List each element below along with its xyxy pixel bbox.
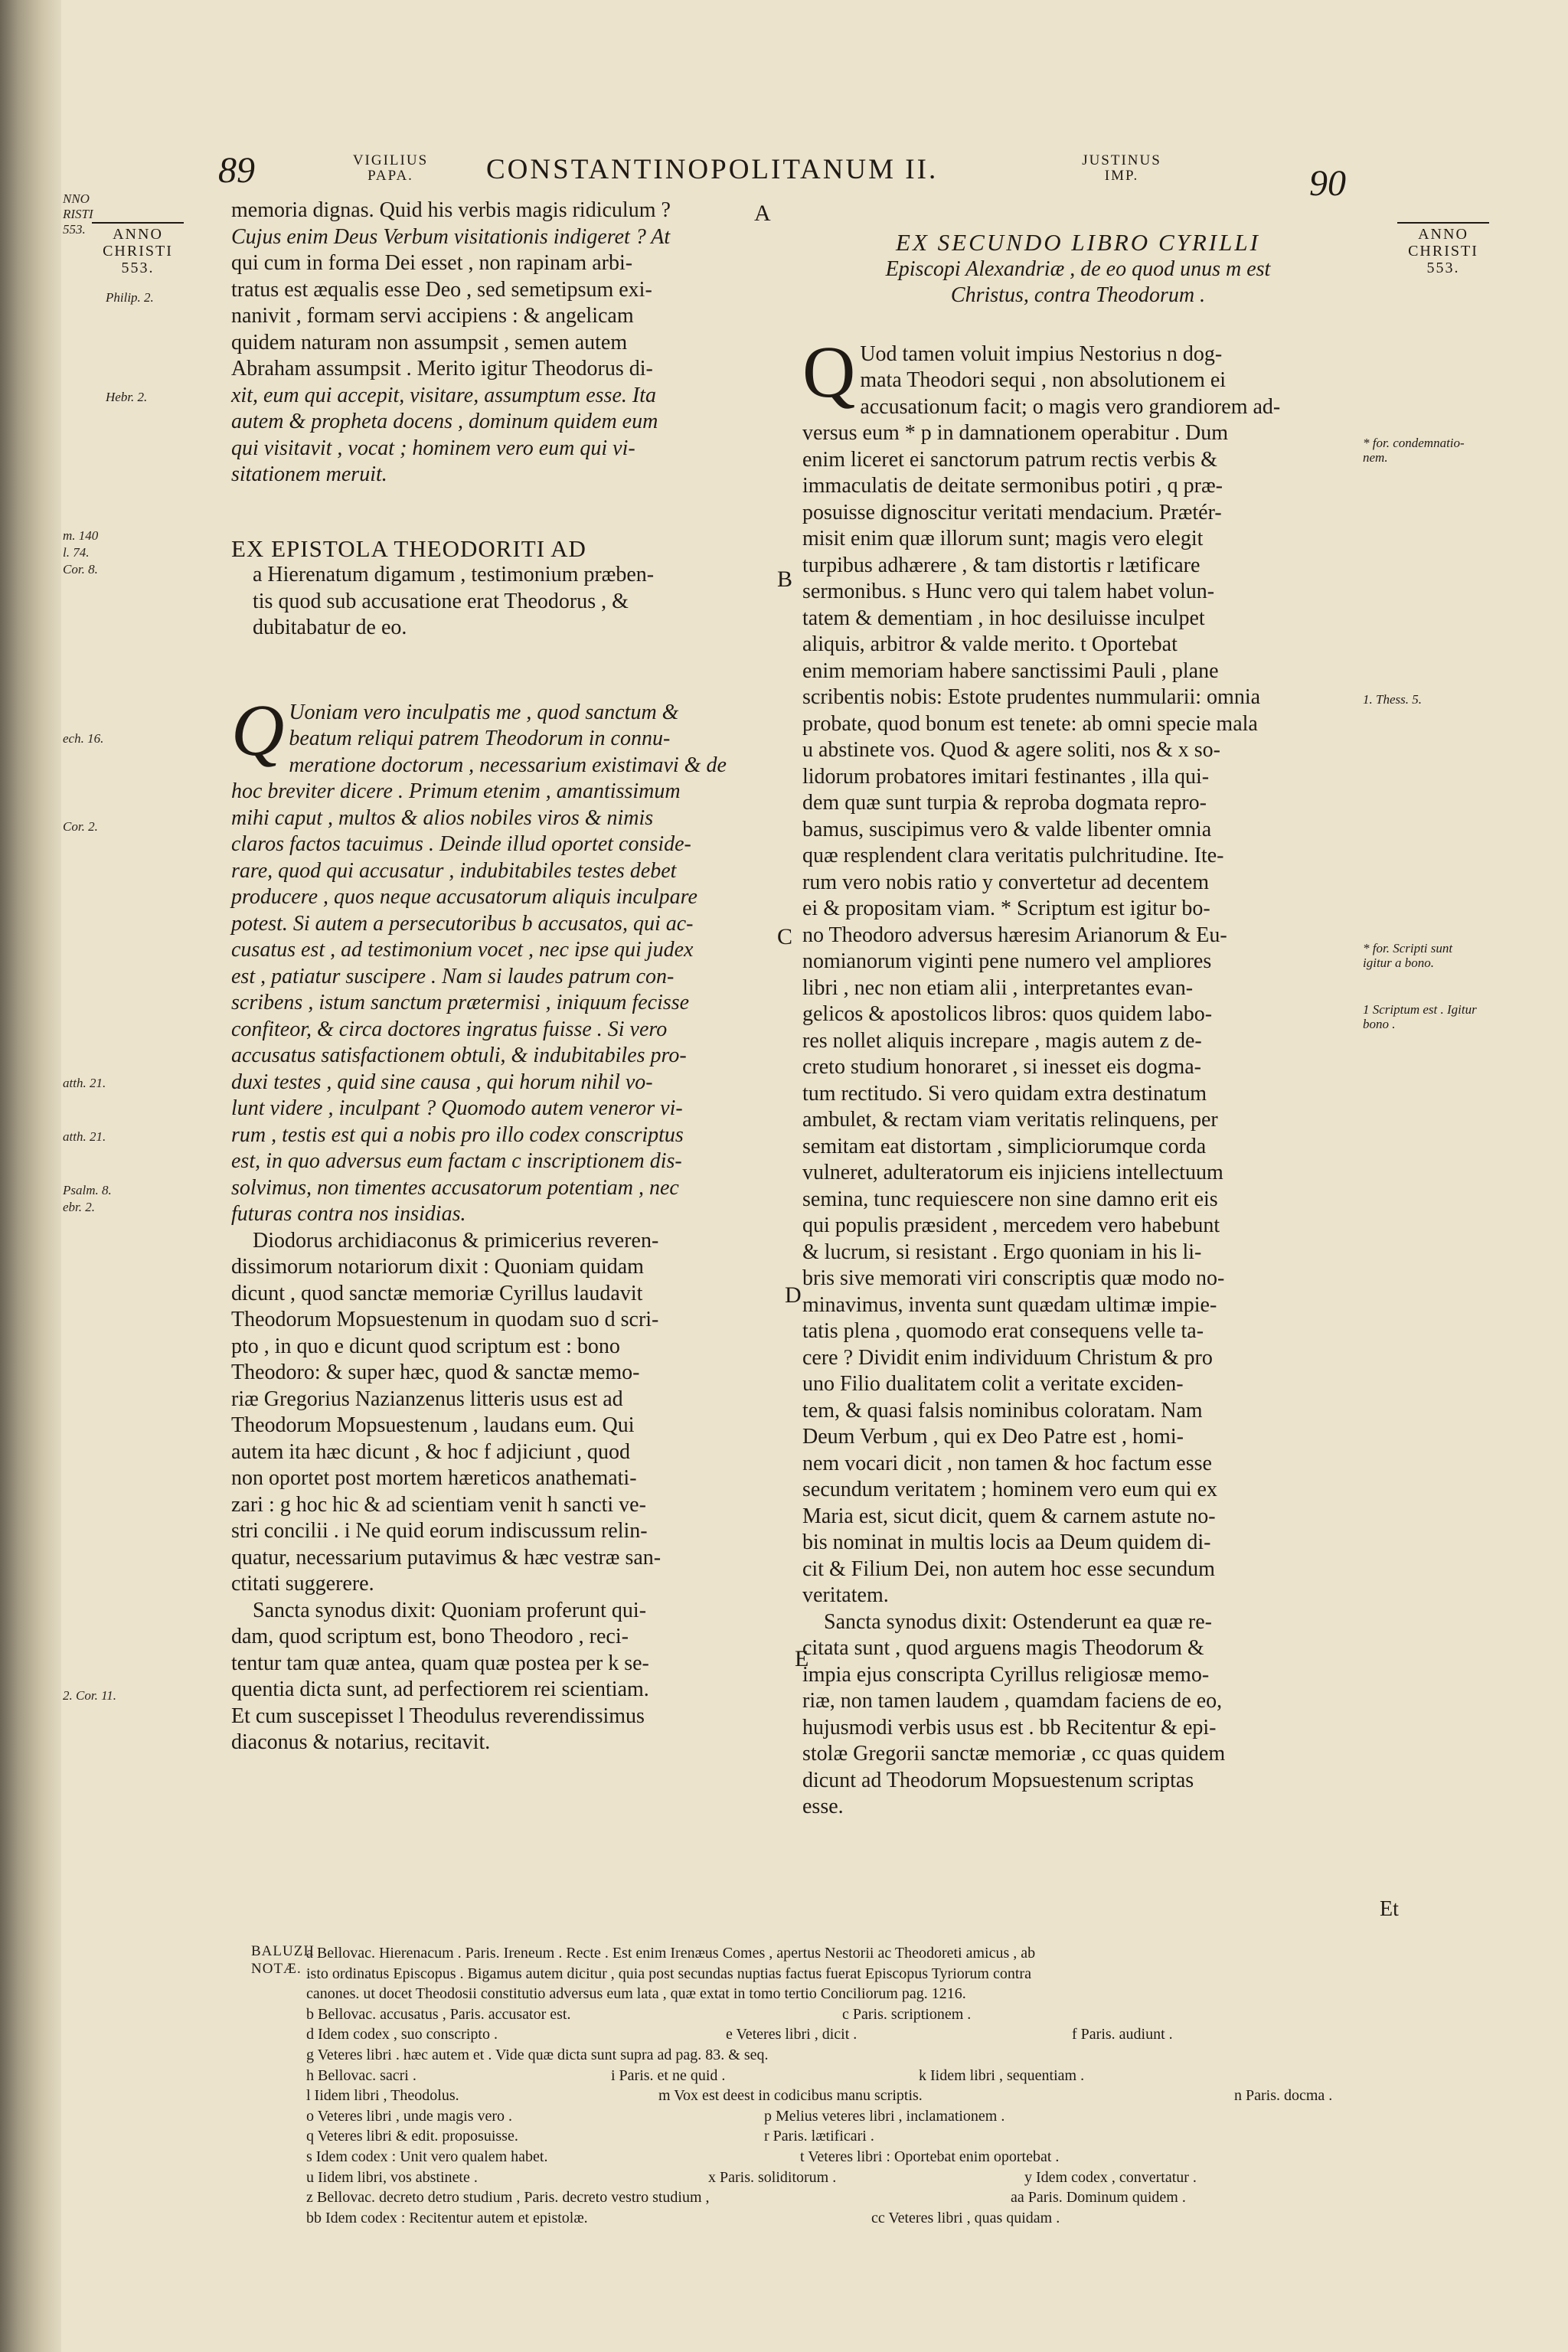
text-line: u abstinete vos. Quod & agere soliti, nos & x so- — [802, 738, 1220, 762]
text-line: vulneret, adulteratorum eis injiciens intellectuum — [802, 1161, 1223, 1184]
section-letter: B — [777, 567, 793, 592]
text-line: Maria est, sicut dicit, quem & carnem astute no- — [802, 1504, 1216, 1528]
text-line: claros factos tacuimus . Deinde illud oportet conside- — [231, 832, 691, 856]
text-line: nem vocari dicit , non tamen & hoc factum esse — [802, 1451, 1212, 1475]
text-line: enim liceret ei sanctorum patrum rectis verbis & — [802, 447, 1217, 472]
text-line: probate, quod bonum est tenete: ab omni specie mala — [802, 711, 1258, 736]
heading-line: Episcopi Alexandriæ , de eo quod unus m est — [885, 256, 1271, 281]
baluzii-notes — [306, 1943, 1393, 2228]
text-line: dissimorum notariorum dixit : Quoniam quidam — [231, 1255, 644, 1279]
text-line: tatis plena , quomodo erat consequens velle ta- — [802, 1319, 1204, 1343]
text-line: bis nominat in multis locis aa Deum quidem di- — [802, 1530, 1211, 1554]
text-line: quentia dicta sunt, ad perfectiorem rei scientiam. — [231, 1677, 649, 1701]
text-line: lidorum probatores imitari festinantes , illa qui- — [802, 764, 1210, 789]
note-line: o Veteres libri , unde magis vero . p Melius veteres libri , inclamationem . — [306, 2107, 1005, 2125]
text-line: Theodoro: & super hæc, quod & sanctæ memo- — [231, 1361, 640, 1384]
text-line: misit enim quæ illorum sunt; magis vero elegit — [802, 527, 1204, 550]
section-letter: E — [795, 1646, 809, 1671]
margin-note: 1 Scriptum est . Igitur bono . — [1363, 1002, 1477, 1031]
text-line: nanivit , formam servi accipiens : & angelicam — [231, 304, 634, 328]
note-line: d Idem codex , suo conscripto . e Veteres libri , dicit . f Paris. audiunt . — [306, 2026, 1173, 2043]
prev-margin-note: ech. 16. — [63, 731, 104, 746]
text-line: secundum veritatem ; hominem vero eum qui ex — [802, 1478, 1217, 1501]
margin-note: Hebr. 2. — [106, 390, 148, 404]
drop-cap: Q — [231, 688, 285, 771]
book-binding — [0, 0, 61, 2352]
left-para-1 — [231, 198, 760, 488]
text-line: est, in quo adversus eum factam c inscriptionem dis- — [231, 1149, 682, 1173]
heading-line: Christus, contra Theodorum . — [950, 283, 1206, 307]
text-line: quæ resplendent clara veritatis pulchritudine. Ite- — [802, 844, 1224, 867]
heading-line: a Hierenatum digamum , testimonium præben- — [253, 563, 655, 586]
text-line: semitam eat distortam , simpliciorumque corda — [802, 1134, 1207, 1158]
text-line: tatem & dementiam , in hoc desiluisse inculpet — [802, 606, 1205, 630]
text-line: posuisse dignoscitur veritati mendacium. Prætér- — [802, 500, 1222, 524]
note-line: u Iidem libri, vos abstinete . x Paris. soliditorum . y Idem codex , convertatur . — [306, 2168, 1197, 2186]
text-line: libri , nec non etiam alii , interpretantes evan- — [802, 975, 1194, 1000]
text-line: ei & propositam viam. * Scriptum est igitur bo- — [802, 897, 1210, 920]
note-line: z Bellovac. decreto detro studium , Paris. decreto vestro studium , aa Paris. Dominum quidem . — [306, 2189, 1186, 2207]
text-line: memoria dignas. Quid his verbis magis ridiculum ? — [231, 198, 671, 222]
text-line: mata Theodori sequi , non absolutionem ei — [860, 368, 1227, 392]
text-line: futuras contra nos insidias. — [231, 1202, 466, 1226]
anno-label: ANNO CHRISTI — [103, 226, 173, 260]
text-line: gelicos & apostolicos libros: quos quidem labo- — [802, 1002, 1213, 1026]
right-section-heading — [802, 230, 1354, 309]
prev-margin-note: Cor. 2. — [63, 819, 98, 834]
heading-line: EX SECUNDO LIBRO CYRILLI — [896, 229, 1260, 256]
text-line: solvimus, non timentes accusatorum potentiam , nec — [231, 1175, 679, 1200]
text-line: ctitati suggerere. — [231, 1572, 374, 1596]
prev-margin-note: atth. 21. — [63, 1076, 106, 1090]
heading-line: tis quod sub accusatione erat Theodorus , & — [253, 589, 629, 613]
text-line: semina, tunc requiescere non sine damno erit eis — [802, 1187, 1218, 1211]
text-line: tratus est æqualis esse Deo , sed semetipsum exi- — [231, 277, 652, 302]
text-line: ambulet, & rectam viam veritatis relinquens, per — [802, 1108, 1218, 1132]
anno-year: 553. — [121, 260, 155, 276]
text-line: Cujus enim Deus Verbum visitationis indigeret ? At — [231, 224, 671, 249]
text-line: autem ita hæc dicunt , & hoc f adjiciunt , quod — [231, 1439, 630, 1464]
left-section-heading — [231, 536, 760, 642]
text-line: dicunt , quod sanctæ memoriæ Cyrillus laudavit — [231, 1281, 643, 1305]
text-line: producere , quos neque accusatorum aliquis inculpare — [231, 885, 697, 909]
text-line: tum rectitudo. Si vero quidam extra destinatum — [802, 1081, 1207, 1106]
text-line: turpibus adhærere , & tam distortis r lætificare — [802, 553, 1200, 577]
text-line: esse. — [802, 1795, 844, 1818]
book-page — [61, 0, 1568, 2352]
note-line: s Idem codex : Unit vero qualem habet. t Veteres libri : Oportebat enim oportebat . — [306, 2148, 1060, 2165]
text-line: Theodorum Mopsuestenum in quodam suo d scri- — [231, 1308, 659, 1331]
text-line: duxi testes , quid sine causa , qui horum nihil vo- — [231, 1070, 653, 1094]
left-running-head: VIGILIUS PAPA. — [352, 152, 429, 184]
text-line: rare, quod qui accusatur , indubitabiles testes debet — [231, 858, 677, 883]
text-line: xit, eum qui accepit, visitare, assumptum esse. Ita — [231, 383, 656, 407]
text-line: scribens , istum sanctum prætermisi , iniquum fecisse — [231, 991, 690, 1014]
text-line: hoc breviter dicere . Primum etenim , amantissimum — [231, 779, 681, 803]
text-line: lunt videre , inculpant ? Quomodo autem veneror vi- — [231, 1096, 683, 1120]
text-line: riæ, non tamen laudem , quamdam faciens de eo, — [802, 1689, 1223, 1713]
text-line: cit & Filium Dei, non autem hoc esse secundum — [802, 1557, 1215, 1581]
text-line: rum vero nobis ratio y convertetur ad decentem — [802, 870, 1210, 894]
text-line: dem quæ sunt turpia & reproba dogmata repro- — [802, 791, 1207, 815]
text-line: res nollet aliquis increpare , magis autem z de- — [802, 1028, 1202, 1053]
prev-margin-note: 2. Cor. 11. — [63, 1688, 117, 1703]
anno-christi-right — [1397, 222, 1489, 276]
anno-year: 553. — [1426, 260, 1460, 276]
left-column — [231, 198, 760, 1756]
text-line: sermonibus. s Hunc vero qui talem habet volun- — [802, 580, 1215, 603]
text-line: Diodorus archidiaconus & primicerius reveren- — [253, 1228, 659, 1253]
text-line: qui populis præsident , mercedem vero habebunt — [802, 1214, 1220, 1237]
text-line: Uod tamen voluit impius Nestorius n dog- — [860, 341, 1223, 366]
anno-christi-left — [92, 222, 184, 276]
text-line: uno Filio dualitatem colit a veritate exciden- — [802, 1372, 1184, 1396]
text-line: tem, & quasi falsis nominibus coloratam. Nam — [802, 1398, 1203, 1423]
prev-margin-note: l. 74. — [63, 545, 90, 560]
section-letter: C — [777, 924, 793, 949]
margin-note: Philip. 2. — [106, 290, 154, 305]
text-line: enim memoriam habere sanctissimi Pauli , plane — [802, 658, 1219, 683]
text-line: cere ? Dividit enim individuum Christum & pro — [802, 1345, 1213, 1370]
prev-margin-note: ebr. 2. — [63, 1200, 96, 1214]
text-line: citata sunt , quod arguens magis Theodorum & — [802, 1636, 1204, 1660]
text-line: Deum Verbum , qui ex Deo Patre est , homi- — [802, 1425, 1184, 1449]
heading-line: EX EPISTOLA THEODORITI AD — [231, 534, 586, 562]
margin-note: 1. Thess. 5. — [1363, 692, 1422, 707]
text-line: sitationem meruit. — [231, 462, 387, 486]
note-line: a Bellovac. Hierenacum . Paris. Ireneum . Recte . Est enim Irenæus Comes , apertus Nestorii ac Theodoreti amicus , ab — [306, 1945, 1036, 1962]
note-line: h Bellovac. sacri . i Paris. et ne quid . k Iidem libri , sequentiam . — [306, 2066, 1085, 2084]
text-line: beatum reliqui patrem Theodorum in connu- — [289, 727, 671, 750]
text-line: scribentis nobis: Estote prudentes nummularii: omnia — [802, 685, 1261, 709]
anno-label: ANNO CHRISTI — [1408, 226, 1478, 260]
left-para-2 — [231, 688, 760, 1228]
text-line: veritatem. — [802, 1583, 889, 1607]
prev-margin-note: RISTI — [63, 207, 93, 221]
right-column — [802, 230, 1354, 1821]
text-line: non oportet post mortem hæreticos anathemati- — [231, 1466, 637, 1490]
text-line: aliquis, arbitror & valde merito. t Oportebat — [802, 632, 1178, 656]
text-line: Abraham assumpsit . Merito igitur Theodorus di- — [231, 357, 653, 381]
text-line: accusationum facit; o magis vero grandiorem ad- — [860, 394, 1281, 419]
text-line: confiteor, & circa doctores ingratus fuisse . Si vero — [231, 1017, 668, 1041]
text-line: Sancta synodus dixit: Quoniam proferunt qui- — [253, 1598, 647, 1622]
note-line: bb Idem codex : Recitentur autem et epistolæ. cc Veteres libri , quas quidam . — [306, 2209, 1060, 2226]
note-line: l Iidem libri , Theodolus. m Vox est deest in codicibus manu scriptis. n Paris. docma . — [306, 2087, 1333, 2105]
prev-margin-note: 553. — [63, 222, 86, 237]
text-line: qui visitavit , vocat ; hominem vero eum qui vi- — [231, 436, 635, 460]
text-line: zari : g hoc hic & ad scientiam venit h sancti ve- — [231, 1492, 646, 1517]
text-line: quidem naturam non assumpsit , semen autem — [231, 330, 628, 354]
text-line: meratione doctorum , necessarium existimavi & de — [289, 753, 727, 777]
text-line: dam, quod scriptum est, bono Theodoro , reci- — [231, 1625, 629, 1648]
text-line: & lucrum, si resistant . Ergo quoniam in his li- — [802, 1240, 1202, 1264]
left-para-4 — [231, 1598, 760, 1756]
prev-margin-note: Cor. 8. — [63, 562, 98, 577]
text-line: mihi caput , multos & alios nobiles viros & nimis — [231, 805, 654, 830]
text-line: quatur, necessarium putavimus & hæc vestræ san- — [231, 1545, 662, 1570]
text-line: versus eum * p in damnationem operabitur . Dum — [802, 421, 1228, 445]
margin-note: * for. Scripti sunt igitur a bono. — [1363, 941, 1453, 970]
prev-margin-note: NNO — [63, 191, 90, 206]
text-line: no Theodoro adversus hæresim Arianorum & Eu- — [802, 923, 1227, 947]
drop-cap: Q — [802, 330, 856, 413]
text-line: stolæ Gregorii sanctæ memoriæ , cc quas quidem — [802, 1742, 1226, 1766]
text-line: dicunt ad Theodorum Mopsuestenum scriptas — [802, 1768, 1194, 1792]
text-line: bamus, suscipimus vero & valde libenter omnia — [802, 817, 1212, 841]
text-line: tentur tam quæ antea, quam quæ postea per k se- — [231, 1651, 649, 1675]
text-line: nomianorum viginti pene numero vel ampliores — [802, 949, 1212, 973]
text-line: hujusmodi verbis usus est . bb Recitentur & epi- — [802, 1715, 1217, 1740]
right-running-head: JUSTINUS IMP. — [1082, 152, 1161, 184]
text-line: potest. Si autem a persecutoribus b accusatos, qui ac- — [231, 911, 694, 936]
prev-margin-note: atth. 21. — [63, 1129, 106, 1144]
text-line: riæ Gregorius Nazianzenus litteris usus est ad — [231, 1387, 623, 1411]
text-line: impia ejus conscripta Cyrillus religiosæ memo- — [802, 1662, 1210, 1687]
note-line: isto ordinatus Episcopus . Bigamus autem dicitur , quia post secundas nuptias factus fuerat Episcopus Tyriorum contra — [306, 1965, 1031, 1982]
notes-label: BALUZII NOTÆ. — [251, 1943, 315, 1977]
text-line: Sancta synodus dixit: Ostenderunt ea quæ re- — [824, 1609, 1213, 1634]
section-letter: D — [785, 1282, 802, 1308]
heading-line: dubitabatur de eo. — [253, 616, 407, 639]
text-line: bris sive memorati viri conscriptis quæ modo no- — [802, 1266, 1225, 1290]
text-line: immaculatis de deitate sermonibus potiri , q præ- — [802, 474, 1223, 498]
right-page-number: 90 — [1309, 163, 1346, 204]
text-line: qui cum in forma Dei esset , non rapinam arbi- — [231, 251, 633, 275]
prev-margin-note: Psalm. 8. — [63, 1183, 112, 1197]
text-line: diaconus & notarius, recitavit. — [231, 1730, 491, 1754]
prev-margin-note: m. 140 — [63, 528, 99, 543]
note-line: canones. ut docet Theodosii constitutio adversus eum lata , quæ extat in tomo tertio Conciliorum pag. 1216. — [306, 1985, 966, 2003]
section-letter: A — [754, 201, 771, 226]
text-line: est , patiatur suscipere . Nam si laudes patrum con- — [231, 964, 675, 988]
left-page-number: 89 — [218, 150, 255, 191]
text-line: Et cum suscepisset l Theodulus reverendissimus — [231, 1704, 645, 1728]
note-line: b Bellovac. accusatus , Paris. accusator est. c Paris. scriptionem . — [306, 2005, 972, 2023]
text-line: stri concilii . i Ne quid eorum indiscussum relin- — [231, 1519, 648, 1543]
page-title: CONSTANTINOPOLITANUM II. — [486, 154, 939, 185]
text-line: minavimus, inventa sunt quædam ultimæ impie- — [802, 1292, 1217, 1317]
text-line: rum , testis est qui a nobis pro illo codex conscriptus — [231, 1122, 684, 1147]
catchword: Et — [1380, 1897, 1399, 1921]
note-line: q Veteres libri & edit. proposuisse. r Paris. lætificari . — [306, 2128, 874, 2145]
left-para-3 — [231, 1228, 760, 1598]
text-line: autem & propheta docens , dominum quidem eum — [231, 410, 658, 433]
text-line: cusatus est , ad testimonium vocet , nec ipse qui judex — [231, 938, 694, 962]
right-para-1 — [802, 330, 1354, 1609]
text-line: Uoniam vero inculpatis me , quod sanctum & — [289, 700, 679, 724]
text-line: pto , in quo e dicunt quod scriptum est : bono — [231, 1334, 620, 1358]
margin-note: * for. condemnatio-nem. — [1363, 436, 1465, 465]
note-line: g Veteres libri . hæc autem et . Vide quæ dicta sunt supra ad pag. 83. & seq. — [306, 2046, 769, 2063]
text-line: creto studium honoraret , si inesset eis dogma- — [802, 1055, 1201, 1079]
text-line: accusatus satisfactionem obtuli, & indubitabiles pro- — [231, 1044, 687, 1067]
text-line: Theodorum Mopsuestenum , laudans eum. Qui — [231, 1413, 635, 1437]
right-para-2 — [802, 1609, 1354, 1821]
